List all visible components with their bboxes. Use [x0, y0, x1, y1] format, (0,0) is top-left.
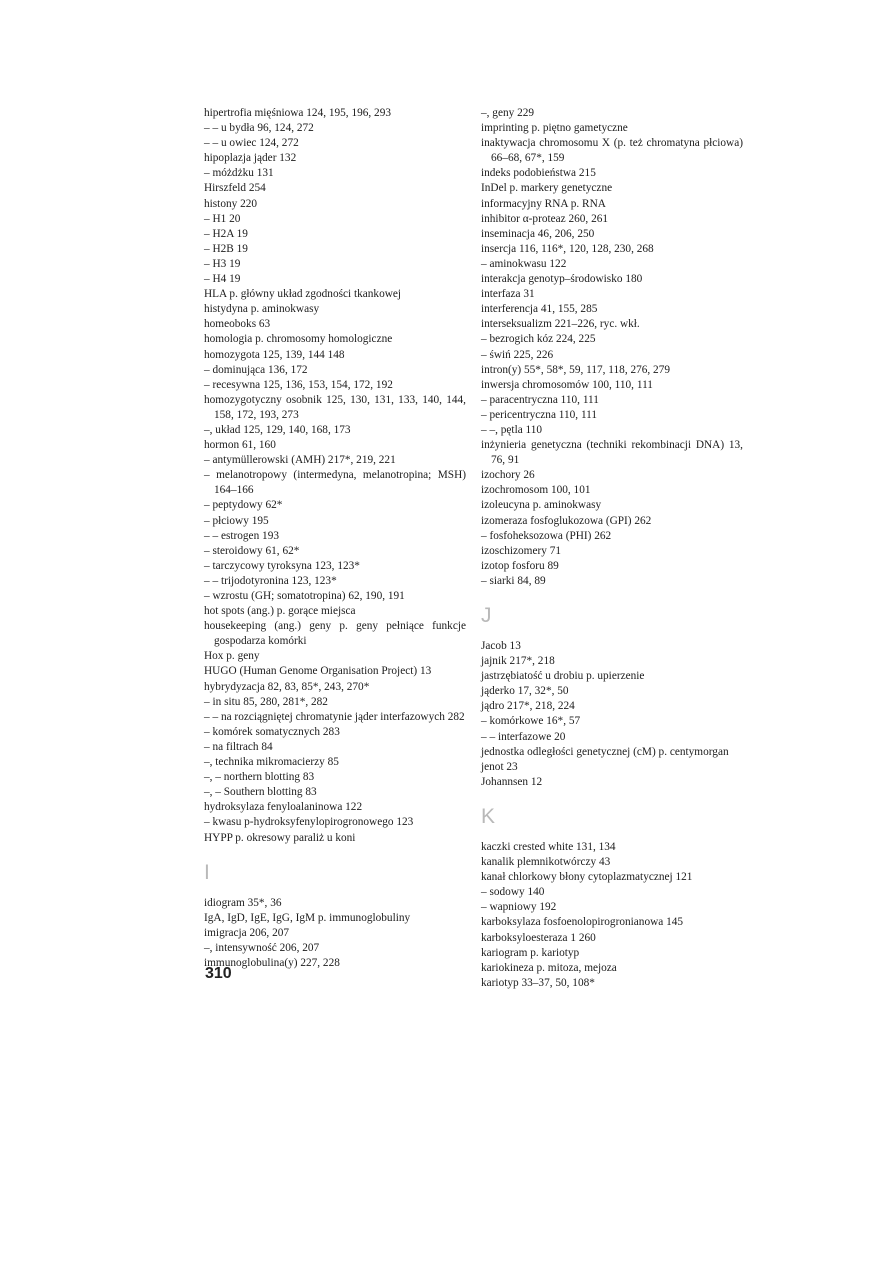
- index-entry: – pericentryczna 110, 111: [481, 408, 598, 421]
- index-group-j: [481, 639, 743, 790]
- index-entry: inwersja chromosomów 100, 110, 111: [481, 378, 653, 391]
- index-entry: – – trijodotyronina 123, 123*: [204, 574, 337, 587]
- index-entry: HLA p. główny układ zgodności tkankowej: [204, 288, 402, 301]
- section-letter-k: K: [481, 804, 496, 828]
- index-entry: – tarczycowy tyroksyna 123, 123*: [204, 559, 360, 572]
- index-entry: kariokineza p. mitoza, mejoza: [481, 961, 617, 974]
- index-entry: kariogram p. kariotyp: [481, 946, 580, 959]
- index-entry: – na filtrach 84: [204, 740, 273, 753]
- index-entry: jajnik 217*, 218: [481, 655, 555, 668]
- index-entry: – in situ 85, 280, 281*, 282: [204, 695, 328, 708]
- index-entry: – H4 19: [204, 273, 241, 286]
- index-entry: –, technika mikromacierzy 85: [204, 756, 339, 769]
- index-entry: inżynieria genetyczna (techniki rekombinacji DNA) 13, 76, 91: [481, 439, 743, 467]
- index-entry: inaktywacja chromosomu X (p. też chromatyna płciowa) 66–68, 67*, 159: [481, 137, 743, 165]
- index-entry: interakcja genotyp–środowisko 180: [481, 273, 643, 286]
- index-entry: indeks podobieństwa 215: [481, 167, 596, 180]
- index-entry: – fosfoheksozowa (PHI) 262: [481, 529, 612, 542]
- index-entry: imigracja 206, 207: [204, 926, 290, 939]
- index-entry: – steroidowy 61, 62*: [204, 544, 300, 557]
- index-entry: – wapniowy 192: [481, 901, 557, 914]
- index-entry: interferencja 41, 155, 285: [481, 303, 598, 316]
- index-entry: – melanotropowy (intermedyna, melanotropina; MSH) 164–166: [204, 469, 466, 497]
- index-entry: Johannsen 12: [481, 775, 543, 788]
- index-entry: Hirszfeld 254: [204, 182, 266, 195]
- index-entry: – – estrogen 193: [204, 529, 279, 542]
- index-entry: informacyjny RNA p. RNA: [481, 197, 606, 210]
- index-entry: Hox p. geny: [204, 650, 260, 663]
- index-entry: – antymüllerowski (AMH) 217*, 219, 221: [204, 454, 396, 467]
- index-entry: kanalik plemnikotwórczy 43: [481, 856, 611, 869]
- index-entry: HYPP p. okresowy paraliż u koni: [204, 831, 356, 844]
- index-entry: immunoglobulina(y) 227, 228: [204, 956, 340, 969]
- index-entry: interfaza 31: [481, 288, 535, 301]
- index-entry: – – na rozciągniętej chromatynie jąder interfazowych 282: [204, 710, 465, 723]
- index-entry: hydroksylaza fenyloalaninowa 122: [204, 801, 363, 814]
- index-entry: HUGO (Human Genome Organisation Project) 13: [204, 665, 432, 678]
- index-entry: – aminokwasu 122: [481, 257, 567, 270]
- index-entry: izoschizomery 71: [481, 544, 561, 557]
- index-entry: – recesywna 125, 136, 153, 154, 172, 192: [204, 378, 393, 391]
- index-entry: izoleucyna p. aminokwasy: [481, 499, 602, 512]
- index-entry: – – u owiec 124, 272: [204, 137, 299, 150]
- index-entry: hot spots (ang.) p. gorące miejsca: [204, 605, 356, 618]
- index-entry: kaczki crested white 131, 134: [481, 840, 616, 853]
- section-letter-i: I: [204, 860, 210, 884]
- index-entry: – świń 225, 226: [481, 348, 554, 361]
- index-entry: homeoboks 63: [204, 318, 271, 331]
- index-entry: jastrzębiatość u drobiu p. upierzenie: [481, 670, 645, 683]
- index-entry: – sodowy 140: [481, 886, 545, 899]
- index-entry: homologia p. chromosomy homologiczne: [204, 333, 393, 346]
- index-entry: – H2B 19: [204, 242, 248, 255]
- index-entry: kariotyp 33–37, 50, 108*: [481, 976, 595, 989]
- index-entry: idiogram 35*, 36: [204, 896, 282, 909]
- index-group-k: [481, 840, 743, 991]
- index-entry: –, układ 125, 129, 140, 168, 173: [204, 423, 351, 436]
- index-entry: – płciowy 195: [204, 514, 269, 527]
- index-entry: – siarki 84, 89: [481, 574, 546, 587]
- index-entry: insercja 116, 116*, 120, 128, 230, 268: [481, 242, 654, 255]
- index-entry: – bezrogich kóz 224, 225: [481, 333, 596, 346]
- index-entry: izomeraza fosfoglukozowa (GPI) 262: [481, 514, 652, 527]
- index-entry: – komórkowe 16*, 57: [481, 715, 581, 728]
- index-entry: – H1 20: [204, 212, 241, 225]
- index-group-h-i: [204, 106, 466, 846]
- index-entry: interseksualizm 221–226, ryc. wkł.: [481, 318, 640, 331]
- right-index-column: [481, 106, 743, 991]
- index-group-i: [204, 896, 466, 971]
- index-entry: – –, pętla 110: [481, 423, 543, 436]
- index-entry: hormon 61, 160: [204, 439, 276, 452]
- index-entry: – – u bydła 96, 124, 272: [204, 122, 314, 135]
- index-entry: –, geny 229: [481, 107, 535, 119]
- index-entry: – H2A 19: [204, 227, 248, 240]
- index-entry: –, – northern blotting 83: [204, 771, 315, 784]
- index-group-i-cont: [481, 106, 743, 589]
- index-entry: inhibitor α-proteaz 260, 261: [481, 212, 609, 225]
- index-entry: izochory 26: [481, 469, 535, 482]
- index-entry: izochromosom 100, 101: [481, 484, 591, 497]
- index-entry: inseminacja 46, 206, 250: [481, 227, 595, 240]
- index-entry: homozygota 125, 139, 144 148: [204, 348, 345, 361]
- index-entry: –, intensywność 206, 207: [204, 941, 320, 954]
- index-entry: karboksyloesteraza 1 260: [481, 931, 596, 944]
- index-entry: homozygotyczny osobnik 125, 130, 131, 133, 140, 144, 158, 172, 193, 273: [204, 393, 466, 421]
- index-entry: imprinting p. piętno gametyczne: [481, 122, 628, 135]
- index-entry: jądro 217*, 218, 224: [481, 700, 575, 713]
- index-entry: karboksylaza fosfoenolopirogronianowa 145: [481, 916, 684, 929]
- index-entry: IgA, IgD, IgE, IgG, IgM p. immunoglobuliny: [204, 911, 411, 924]
- index-entry: histydyna p. aminokwasy: [204, 303, 320, 316]
- index-entry: izotop fosforu 89: [481, 559, 559, 572]
- index-entry: jednostka odległości genetycznej (cM) p. centymorgan: [481, 745, 729, 758]
- index-entry: – dominująca 136, 172: [204, 363, 308, 376]
- section-letter-j: J: [481, 604, 492, 627]
- index-entry: – kwasu p-hydroksyfenylopirogronowego 123: [204, 816, 414, 829]
- index-entry: –, – Southern blotting 83: [204, 786, 317, 799]
- index-entry: housekeeping (ang.) geny p. geny pełniące funkcje gospodarza komórki: [204, 620, 466, 648]
- index-entry: hipertrofia mięśniowa 124, 195, 196, 293: [204, 107, 391, 119]
- left-index-column: [204, 106, 466, 971]
- index-entry: jąderko 17, 32*, 50: [481, 685, 569, 698]
- index-entry: InDel p. markery genetyczne: [481, 182, 613, 195]
- index-entry: – wzrostu (GH; somatotropina) 62, 190, 191: [204, 590, 405, 602]
- index-entry: histony 220: [204, 197, 258, 210]
- index-entry: Jacob 13: [481, 640, 521, 652]
- index-entry: – móżdżku 131: [204, 167, 274, 180]
- index-entry: – komórek somatycznych 283: [204, 725, 340, 738]
- index-entry: – – interfazowe 20: [481, 730, 566, 743]
- index-entry: – H3 19: [204, 257, 241, 270]
- index-entry: intron(y) 55*, 58*, 59, 117, 118, 276, 279: [481, 363, 671, 376]
- index-entry: – peptydowy 62*: [204, 499, 283, 512]
- index-entry: kanał chlorkowy błony cytoplazmatycznej 121: [481, 871, 693, 884]
- page-number: 310: [205, 965, 232, 982]
- index-entry: hipoplazja jąder 132: [204, 152, 297, 165]
- index-entry: jenot 23: [481, 760, 518, 773]
- index-entry: hybrydyzacja 82, 83, 85*, 243, 270*: [204, 680, 370, 693]
- index-entry: – paracentryczna 110, 111: [481, 393, 599, 406]
